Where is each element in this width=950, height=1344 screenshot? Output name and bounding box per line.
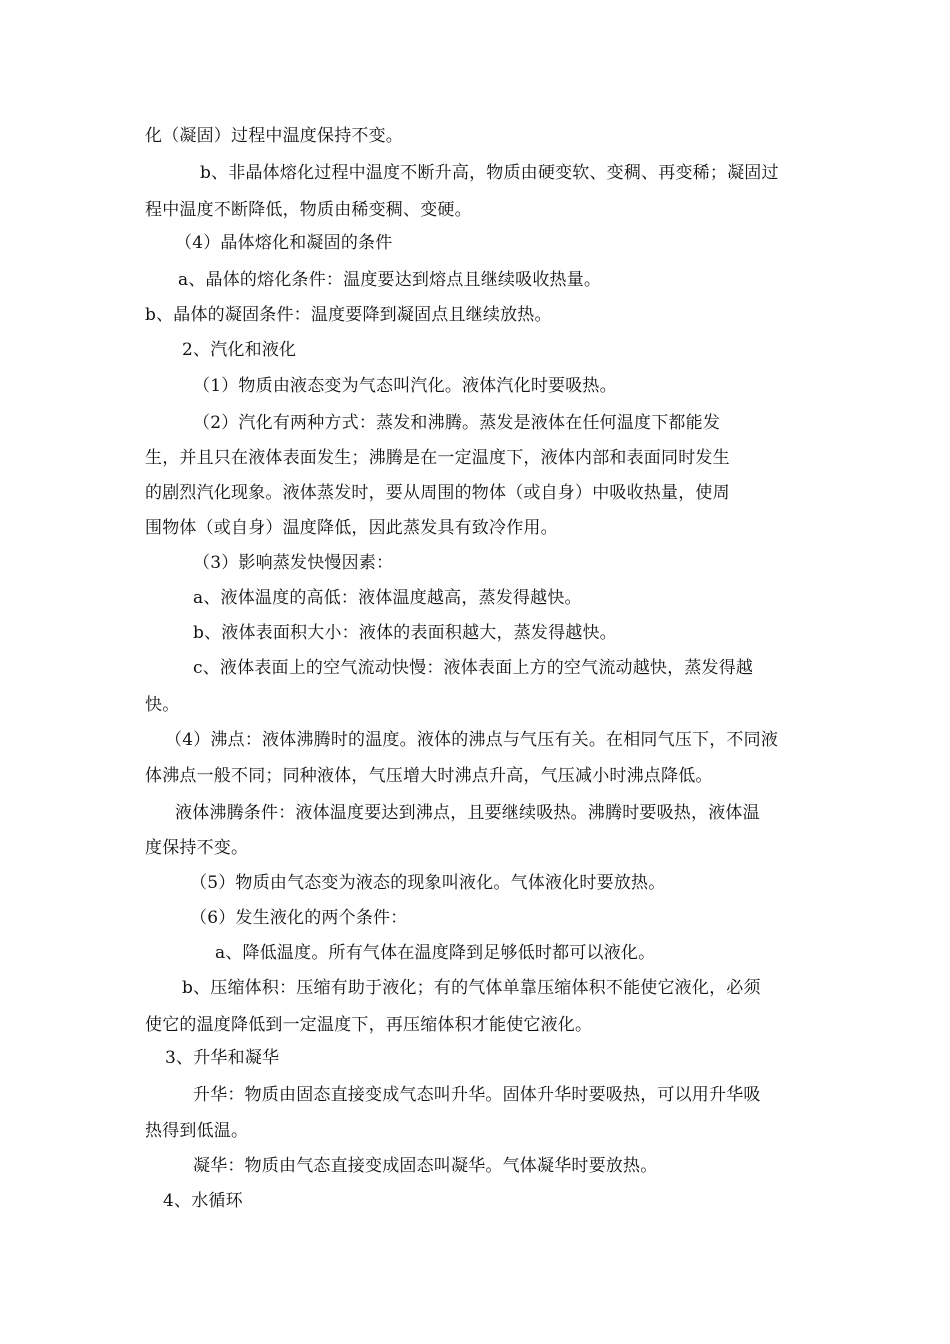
text-line: （5）物质由气态变为液态的现象叫液化。气体液化时要放热。 (190, 873, 666, 893)
text-line: a、晶体的熔化条件：温度要达到熔点且继续吸收热量。 (178, 270, 602, 290)
text-line: 快。 (145, 695, 180, 715)
text-line: 程中温度不断降低，物质由稀变稠、变硬。 (145, 200, 472, 220)
text-line: b、压缩体积：压缩有助于液化；有的气体单靠压缩体积不能使它液化，必须 (182, 978, 761, 998)
text-line: （1）物质由液态变为气态叫汽化。液体汽化时要吸热。 (193, 376, 617, 396)
text-line: 度保持不变。 (145, 838, 249, 858)
text-line: （2）汽化有两种方式：蒸发和沸腾。蒸发是液体在任何温度下都能发 (193, 413, 721, 433)
section-heading: （4）晶体熔化和凝固的条件 (175, 233, 393, 253)
text-line: 化（凝固）过程中温度保持不变。 (145, 126, 403, 146)
section-heading: 3、升华和凝华 (165, 1048, 280, 1068)
text-line: 生，并且只在液体表面发生；沸腾是在一定温度下，液体内部和表面同时发生 (145, 448, 730, 468)
section-heading: 2、汽化和液化 (182, 340, 297, 360)
text-line: 液体沸腾条件：液体温度要达到沸点，且要继续吸热。沸腾时要吸热，液体温 (175, 803, 760, 823)
text-line: 升华：物质由固态直接变成气态叫升华。固体升华时要吸热，可以用升华吸 (193, 1085, 761, 1105)
section-heading: （3）影响蒸发快慢因素： (193, 553, 394, 573)
section-heading: 4、水循环 (163, 1191, 243, 1211)
text-line: 围物体（或自身）温度降低，因此蒸发具有致冷作用。 (145, 518, 558, 538)
text-line: b、非晶体熔化过程中温度不断升高，物质由硬变软、变稠、再变稀；凝固过 (200, 163, 779, 183)
text-line: b、液体表面积大小：液体的表面积越大，蒸发得越快。 (193, 623, 617, 643)
text-line: （4）沸点：液体沸腾时的温度。液体的沸点与气压有关。在相同气压下，不同液 (165, 730, 779, 750)
text-line: 热得到低温。 (145, 1121, 249, 1141)
text-line: b、晶体的凝固条件：温度要降到凝固点且继续放热。 (145, 305, 552, 325)
section-heading: （6）发生液化的两个条件： (190, 908, 408, 928)
text-line: 凝华：物质由气态直接变成固态叫凝华。气体凝华时要放热。 (193, 1156, 658, 1176)
text-line: 使它的温度降低到一定温度下，再压缩体积才能使它液化。 (145, 1015, 593, 1035)
text-line: a、降低温度。所有气体在温度降到足够低时都可以液化。 (215, 943, 656, 963)
text-line: c、液体表面上的空气流动快慢：液体表面上方的空气流动越快，蒸发得越 (193, 658, 754, 678)
text-line: a、液体温度的高低：液体温度越高，蒸发得越快。 (193, 588, 582, 608)
text-line: 的剧烈汽化现象。液体蒸发时，要从周围的物体（或自身）中吸收热量，使周 (145, 483, 730, 503)
text-line: 体沸点一般不同；同种液体，气压增大时沸点升高，气压减小时沸点降低。 (145, 766, 713, 786)
